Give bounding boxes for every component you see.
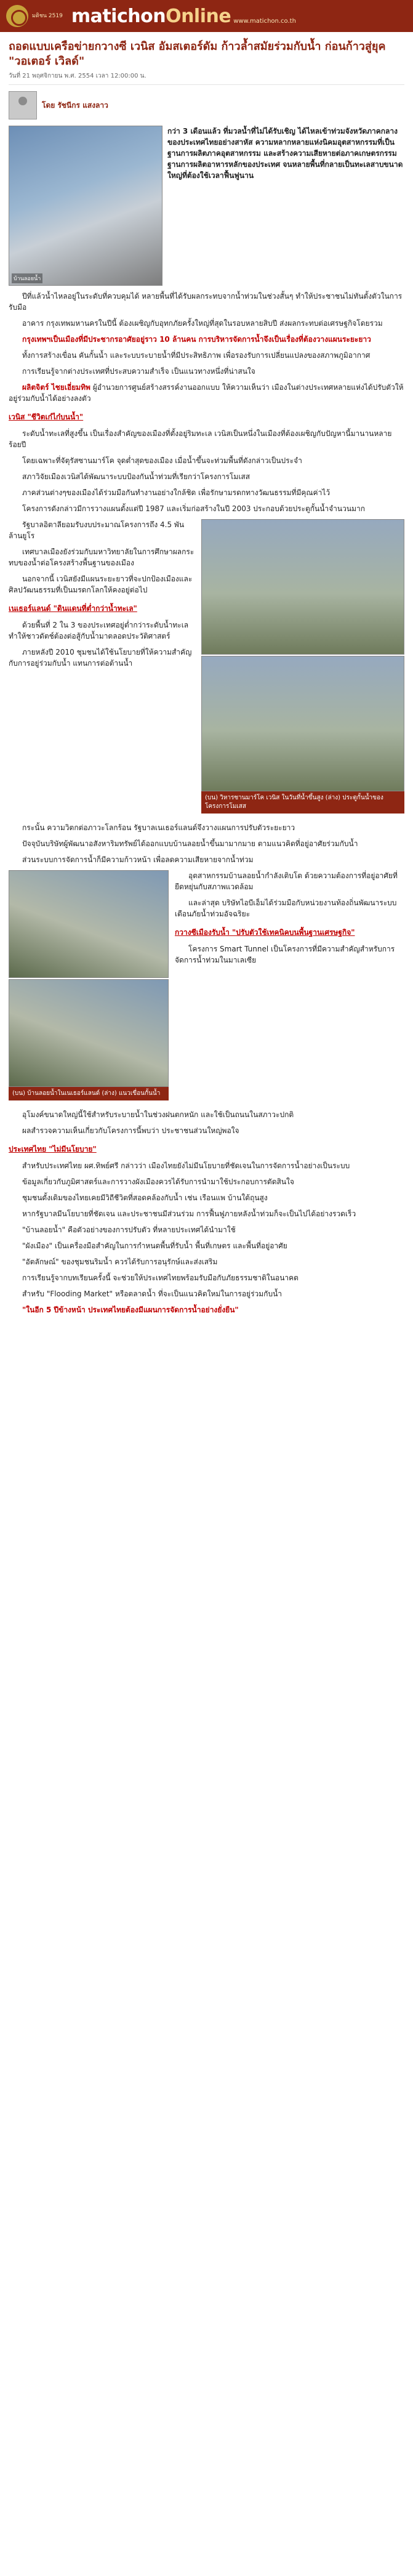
paragraph: โดยเฉพาะที่จัตุรัสซานมาร์โค จุดต่ำสุดของเมือง เมื่อน้ำขึ้นจะท่วมพื้นที่ดังกล่าวเป็นประจำ	[22, 456, 302, 465]
site-logo[interactable]	[6, 5, 63, 27]
netherlands-photo-block	[9, 870, 169, 1100]
article-headline: ถอดแบบเครือข่ายกวางซี เวนิส อัมสเตอร์ดัม ก้าวล้ำสมัยร่วมกับน้ำ ก่อนก้าวสู่ยุค "วอเตอร์ เวิลด์"	[9, 40, 386, 68]
paragraph: "อัตลักษณ์" ของชุมชนริมน้ำ ควรได้รับการอนุรักษ์และส่งเสริม	[22, 1258, 218, 1266]
paragraph: โครงการ Smart Tunnel เป็นโครงการที่มีความสำคัญสำหรับการจัดการน้ำท่วมในมาเลเซีย	[175, 945, 395, 964]
paragraph: รัฐบาลอิตาลียอมรับงบประมาณโครงการถึง 4.5 พันล้านยูโร	[9, 520, 185, 540]
quoted-person: ผลิตจิตร์ ไชยเอี่ยมทิพ	[22, 383, 90, 392]
brand-url[interactable]: www.matichon.co.th	[233, 17, 296, 25]
byline	[9, 91, 404, 119]
paragraph: และล่าสุด บริษัทไอบีเอ็มได้ร่วมมือกับหน่วยงานท้องถิ่นพัฒนาระบบเตือนภัยน้ำท่วมอัจฉริยะ	[175, 898, 397, 918]
paragraph: "ผังเมือง" เป็นเครื่องมือสำคัญในการกำหนดพื้นที่รับน้ำ พื้นที่เกษตร และพื้นที่อยู่อาศัย	[22, 1242, 287, 1250]
paragraph: อุโมงค์ขนาดใหญ่นี้ใช้สำหรับระบายน้ำในช่วงฝนตกหนัก และใช้เป็นถนนในสภาวะปกติ	[22, 1110, 294, 1119]
paragraph: อุตสาหกรรมบ้านลอยน้ำกำลังเติบโต ด้วยความต้องการที่อยู่อาศัยที่ยืดหยุ่นกับสภาพแวดล้อม	[175, 871, 398, 891]
paragraph: หากรัฐบาลมีนโยบายที่ชัดเจน และประชาชนมีส่วนร่วม การฟื้นฟูภายหลังน้ำท่วมก็จะเป็นไปได้อย่างรวดเร็ว	[22, 1209, 356, 1218]
paragraph: ทั้งการสร้างเขื่อน คันกั้นน้ำ และระบบระบายน้ำที่มีประสิทธิภาพ เพื่อรองรับการเปลี่ยนแปลงของสภาพภูมิอากาศ	[22, 351, 371, 360]
paragraph: ผลสำรวจความเห็นเกี่ยวกับโครงการนี้พบว่า ประชาชนส่วนใหญ่พอใจ	[22, 1126, 239, 1135]
section-heading-netherlands: เนเธอร์แลนด์ "ดินแดนที่ต่ำกว่าน้ำทะเล"	[9, 604, 137, 613]
lead-photo-caption: บ้านลอยน้ำ	[12, 273, 42, 283]
paragraph: ข้อมูลเกี่ยวกับภูมิศาสตร์และการวางผังเมืองควรได้รับการนำมาใช้ประกอบการตัดสินใจ	[22, 1177, 294, 1186]
venice-photo	[201, 519, 404, 655]
paragraph: สำหรับประเทศไทย ผศ.ทิพย์ศรี กล่าวว่า เมืองไทยยังไม่มีนโยบายที่ชัดเจนในการจัดการน้ำอย่างเป็นระบบ	[22, 1161, 350, 1170]
author-name: โดย รัชนีกร แสงลาว	[42, 100, 108, 110]
floating-house-photo	[9, 870, 169, 978]
paragraph: กระนั้น ความวิตกต่อภาวะโลกร้อน รัฐบาลเนเธอร์แลนด์จึงวางแผนการปรับตัวระยะยาว	[22, 823, 295, 832]
dike-photo	[9, 979, 169, 1087]
section-heading-thailand: ประเทศไทย "ไม่มีนโยบาย"	[9, 1145, 97, 1153]
article-body	[0, 32, 413, 1315]
netherlands-photo-caption: (บน) บ้านลอยน้ำในเนเธอร์แลนด์ (ล่าง) แนวเขื่อนกั้นน้ำ	[9, 1087, 169, 1100]
paragraph: เทศบาลเมืองยังร่วมกับมหาวิทยาลัยในการศึกษาผลกระทบของน้ำต่อโครงสร้างพื้นฐานของเมือง	[9, 547, 194, 567]
matichon-emblem-icon	[6, 5, 28, 27]
section-heading-venice: เวนิส "ชีวิตเก๋ไก๋บนน้ำ"	[9, 413, 84, 421]
paragraph: การเรียนรู้จากบทเรียนครั้งนี้ จะช่วยให้ประเทศไทยพร้อมรับมือกับภัยธรรมชาติในอนาคต	[22, 1274, 299, 1282]
paragraph	[9, 382, 404, 404]
paragraph: ปัจจุบันบริษัทผู้พัฒนาอสังหาริมทรัพย์ได้ออกแบบบ้านลอยน้ำขึ้นมามากมาย ตามแนวคิดที่อยู่อาศัยร่วมกับน้ำ	[22, 839, 358, 848]
paragraph: ปีที่แล้วน้ำไหลอยู่ในระดับที่ควบคุมได้ หลายพื้นที่ได้รับผลกระทบจากน้ำท่วมในช่วงสั้นๆ ทำให้ประชาชนไม่ทันตั้งตัวในการรับมือ	[9, 292, 403, 312]
paragraph: สำหรับ "Flooding Market" หรือตลาดน้ำ ที่จะเป็นแนวคิดใหม่ในการอยู่ร่วมกับน้ำ	[22, 1290, 283, 1298]
lead-paragraph: กว่า 3 เดือนแล้ว ที่มวลน้ำที่ไม่ได้รับเชิญ ได้ไหลเข้าท่วมจังหวัดภาคกลางของประเทศไทยอย่างสาหัส ความหลากหลายแห่งนิคมอุตสาหกรรมที่เป็นฐานการผลิตภาคอุตสาหกรรม และสร้างความเสียหายต่อภาคเกษตรกรรม ฐานการผลิตอาหารหลักของประเทศ จนหลายพื้นที่กลายเป็นทะเลสาบขนาดใหญ่ที่ต้องใช้เวลาฟื้นฟูนาน	[167, 127, 403, 180]
lead-photo	[9, 126, 162, 286]
section-heading-guangxi: กวางซีเมืองรับน้ำ "ปรับตัวใช้เทคนิคบนพื้นฐานเศรษฐกิจ"	[175, 928, 355, 937]
brand-suffix: Online	[166, 5, 231, 27]
closing-quote: "ในอีก 5 ปีข้างหน้า ประเทศไทยต้องมีแผนการจัดการน้ำอย่างยั่งยืน"	[22, 1306, 239, 1314]
paragraph: ภายหลังปี 2010 ชุมชนได้ใช้นโยบายที่ให้ความสำคัญกับการอยู่ร่วมกับน้ำ แทนการต่อต้านน้ำ	[9, 648, 192, 668]
lead-section	[9, 126, 404, 286]
site-header	[0, 0, 413, 32]
publish-date: วันที่ 21 พฤศจิกายน พ.ศ. 2554 เวลา 12:00:00 น.	[9, 71, 404, 85]
paragraph: โครงการดังกล่าวมีการวางแผนตั้งแต่ปี 1987 และเริ่มก่อสร้างในปี 2003 ประกอบด้วยประตูกั้นน้ำจำนวนมาก	[22, 504, 365, 513]
author-avatar	[9, 91, 37, 119]
paragraph: นอกจากนี้ เวนิสยังมีแผนระยะยาวที่จะปกป้องเมืองและศิลปวัฒนธรรมที่เป็นมรดกโลกให้คงอยู่ต่อไป	[9, 575, 193, 594]
paragraph: ส่วนระบบการจัดการน้ำก็มีความก้าวหน้า เพื่อลดความเสียหายจากน้ำท่วม	[22, 855, 254, 864]
highlight-paragraph: กรุงเทพฯเป็นเมืองที่มีประชากรอาศัยอยู่ราว 10 ล้านคน การบริหารจัดการน้ำจึงเป็นเรื่องที่ต้องวางแผนระยะยาว	[22, 335, 371, 344]
venice-photo-caption: (บน) วิหารซานมาร์โค เวนิส ในวันที่น้ำขึ้นสูง (ล่าง) ประตูกั้นน้ำของโครงการโมเสส	[201, 791, 404, 814]
moses-gate-photo	[201, 656, 404, 791]
brand-name[interactable]	[71, 6, 231, 27]
paragraph: "บ้านลอยน้ำ" คือตัวอย่างของการปรับตัว ที่หลายประเทศได้นำมาใช้	[22, 1225, 236, 1234]
paragraph: การเรียนรู้จากต่างประเทศที่ประสบความสำเร็จ เป็นแนวทางหนึ่งที่น่าสนใจ	[22, 367, 255, 376]
logo-small-text: มติชน 2519	[32, 12, 63, 19]
paragraph-text: ผู้อำนวยการศูนย์สร้างสรรค์งานออกแบบ ให้ความเห็นว่า เมืองในต่างประเทศหลายแห่งได้ปรับตัวให้อยู่ร่วมกับน้ำได้อย่างลงตัว	[9, 383, 404, 403]
paragraph: สภาวิจัยเมืองเวนิสได้พัฒนาระบบป้องกันน้ำท่วมที่เรียกว่าโครงการโมเสส	[22, 472, 251, 481]
venice-photo-block	[201, 519, 404, 814]
paragraph: ด้วยพื้นที่ 2 ใน 3 ของประเทศอยู่ต่ำกว่าระดับน้ำทะเล ทำให้ชาวดัตช์ต้องต่อสู้กับน้ำมาตลอดประวัติศาสตร์	[9, 621, 189, 640]
paragraph: อาคาร กรุงเทพมหานครในปีนี้ ต้องเผชิญกับอุทกภัยครั้งใหญ่ที่สุดในรอบหลายสิบปี ส่งผลกระทบต่อเศรษฐกิจโดยรวม	[22, 319, 383, 328]
brand-main: matichon	[71, 5, 166, 27]
paragraph: ชุมชนดั้งเดิมของไทยเคยมีวิถีชีวิตที่สอดคล้องกับน้ำ เช่น เรือนแพ บ้านใต้ถุนสูง	[22, 1193, 268, 1202]
paragraph: ระดับน้ำทะเลที่สูงขึ้น เป็นเรื่องสำคัญของเมืองที่ตั้งอยู่ริมทะเล เวนิสเป็นหนึ่งในเมืองที่ต้องเผชิญกับปัญหานี้มานานหลายร้อยปี	[9, 429, 392, 449]
paragraph: ภาคส่วนต่างๆของเมืองได้ร่วมมือกันทำงานอย่างใกล้ชิด เพื่อรักษามรดกทางวัฒนธรรมที่มีคุณค่าไว้	[22, 488, 331, 497]
